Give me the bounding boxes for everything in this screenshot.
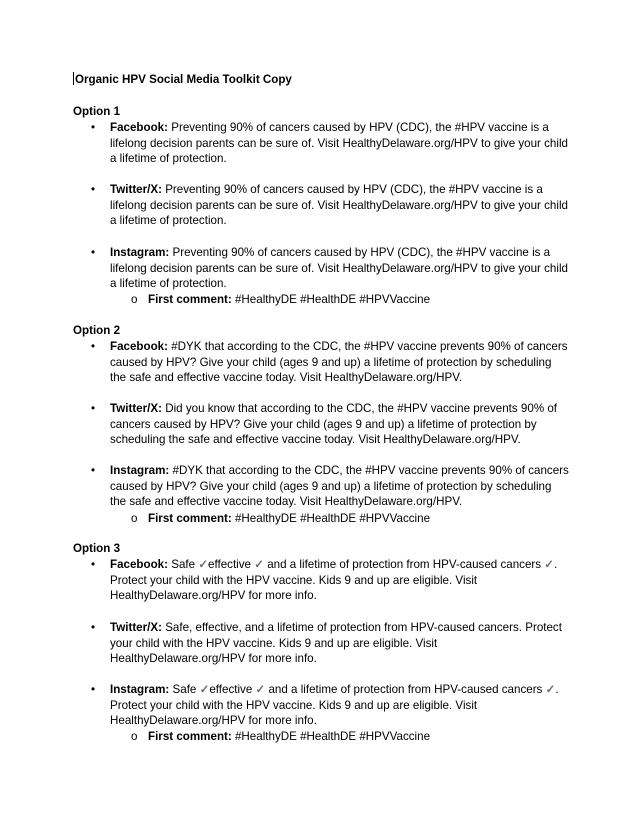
option-1-first-comment xyxy=(131,292,431,308)
bullet-icon: • xyxy=(91,183,96,196)
text-cursor xyxy=(73,72,74,85)
option-2-twitter-item xyxy=(91,401,570,448)
first-comment-label: First comment: xyxy=(148,730,232,743)
post-text: Did you know that according to the CDC, the #HPV vaccine prevents 90% of cancers caused by HPV? Give your child (ages 9 and up) a lifetime of protection by scheduling the safe and effective vaccine today. Visit HealthyDelaware.org/HPV. xyxy=(110,402,558,447)
bullet-icon: • xyxy=(91,558,96,571)
post-text: Preventing 90% of cancers caused by HPV (CDC), the #HPV vaccine is a lifelong decision parents can be sure of. Visit HealthyDelaware.org/HPV to give your child a lifetime of protection. xyxy=(110,246,568,291)
network-label: Twitter/X: xyxy=(110,621,162,634)
post-text: Preventing 90% of cancers caused by HPV (CDC), the #HPV vaccine is a lifelong decision parents can be sure of. Visit HealthyDelaware.org/HPV to give your child a lifetime of protection. xyxy=(110,121,568,166)
bullet-icon: • xyxy=(91,402,96,415)
post-text: #DYK that according to the CDC, the #HPV vaccine prevents 90% of cancers caused by HPV? Give your child (ages 9 and up) a lifetime of protection by scheduling the safe and effective vaccine today. Visit HealthyDelaware.org/HPV. xyxy=(110,340,568,385)
network-label: Facebook: xyxy=(110,340,168,353)
first-comment-label: First comment: xyxy=(148,293,232,306)
post-text: Safe, effective, and a lifetime of protection from HPV-caused cancers. Protect your child with the HPV vaccine. Kids 9 and up are eligible. Visit HealthyDelaware.org/HPV for more info. xyxy=(110,621,562,666)
first-comment-text: #HealthyDE #HealthDE #HPVVaccine xyxy=(234,293,431,306)
bullet-icon: • xyxy=(91,246,96,259)
post-text: Protect your child with the HPV vaccine. Kids 9 and up are eligible. Visit HealthyDelaware.org/HPV for more info. xyxy=(110,573,478,603)
network-label: Instagram: xyxy=(110,246,170,259)
bullet-icon: • xyxy=(91,121,96,134)
post-text-part: . xyxy=(555,683,559,696)
option-1-heading: Option 1 xyxy=(73,105,121,118)
option-2-first-comment xyxy=(131,511,431,527)
post-text-part: Safe xyxy=(171,558,196,571)
network-label: Twitter/X: xyxy=(110,402,162,415)
document-title: Organic HPV Social Media Toolkit Copy xyxy=(75,73,292,86)
post-text: Protect your child with the HPV vaccine. Kids 9 and up are eligible. Visit HealthyDelaware.org/HPV for more info. xyxy=(110,698,478,728)
bullet-icon: • xyxy=(91,683,96,696)
network-label: Instagram: xyxy=(110,464,170,477)
checkmark-icon: ✓ xyxy=(254,558,264,571)
sub-bullet-icon: o xyxy=(131,293,138,306)
option-3-instagram-item xyxy=(91,682,570,729)
post-text-part: Safe xyxy=(172,683,197,696)
sub-bullet-icon: o xyxy=(131,512,138,525)
post-text: #DYK that according to the CDC, the #HPV vaccine prevents 90% of cancers caused by HPV? Give your child (ages 9 and up) a lifetime of protection by scheduling the safe and effective vaccine today. Visit HealthyDelaware.org/HPV. xyxy=(110,464,569,509)
option-2-heading: Option 2 xyxy=(73,324,121,337)
first-comment-text: #HealthyDE #HealthDE #HPVVaccine xyxy=(234,730,431,743)
option-1-facebook-item xyxy=(91,120,570,167)
option-1-instagram-item xyxy=(91,245,570,292)
post-text: Preventing 90% of cancers caused by HPV (CDC), the #HPV vaccine is a lifelong decision parents can be sure of. Visit HealthyDelaware.org/HPV to give your child a lifetime of protection. xyxy=(110,183,568,228)
checkmark-icon: ✓ xyxy=(199,683,210,696)
bullet-icon: • xyxy=(91,340,96,353)
post-text-part: effective xyxy=(209,683,253,696)
option-3-heading: Option 3 xyxy=(73,542,121,555)
network-label: Instagram: xyxy=(110,683,170,696)
option-1-twitter-item xyxy=(91,182,570,229)
network-label: Facebook: xyxy=(110,121,168,134)
first-comment-label: First comment: xyxy=(148,512,232,525)
checkmark-icon: ✓ xyxy=(198,558,209,571)
network-label: Twitter/X: xyxy=(110,183,162,196)
post-text-part: effective xyxy=(208,558,251,571)
bullet-icon: • xyxy=(91,464,96,477)
option-2-instagram-item xyxy=(91,463,570,510)
post-text-part: . xyxy=(554,558,558,571)
post-text-part: and a lifetime of protection from HPV-caused cancers xyxy=(267,558,542,571)
bullet-icon: • xyxy=(91,621,96,634)
first-comment-text: #HealthyDE #HealthDE #HPVVaccine xyxy=(234,512,431,525)
checkmark-icon: ✓ xyxy=(255,683,266,696)
checkmark-icon: ✓ xyxy=(544,558,555,571)
document-title-line xyxy=(73,72,292,88)
option-3-facebook-item xyxy=(91,557,570,604)
checkmark-icon: ✓ xyxy=(545,683,556,696)
option-3-first-comment xyxy=(131,729,431,745)
sub-bullet-icon: o xyxy=(131,730,138,743)
post-text-part: and a lifetime of protection from HPV-caused cancers xyxy=(268,683,543,696)
option-3-twitter-item xyxy=(91,620,570,667)
option-2-facebook-item xyxy=(91,339,570,386)
network-label: Facebook: xyxy=(110,558,168,571)
